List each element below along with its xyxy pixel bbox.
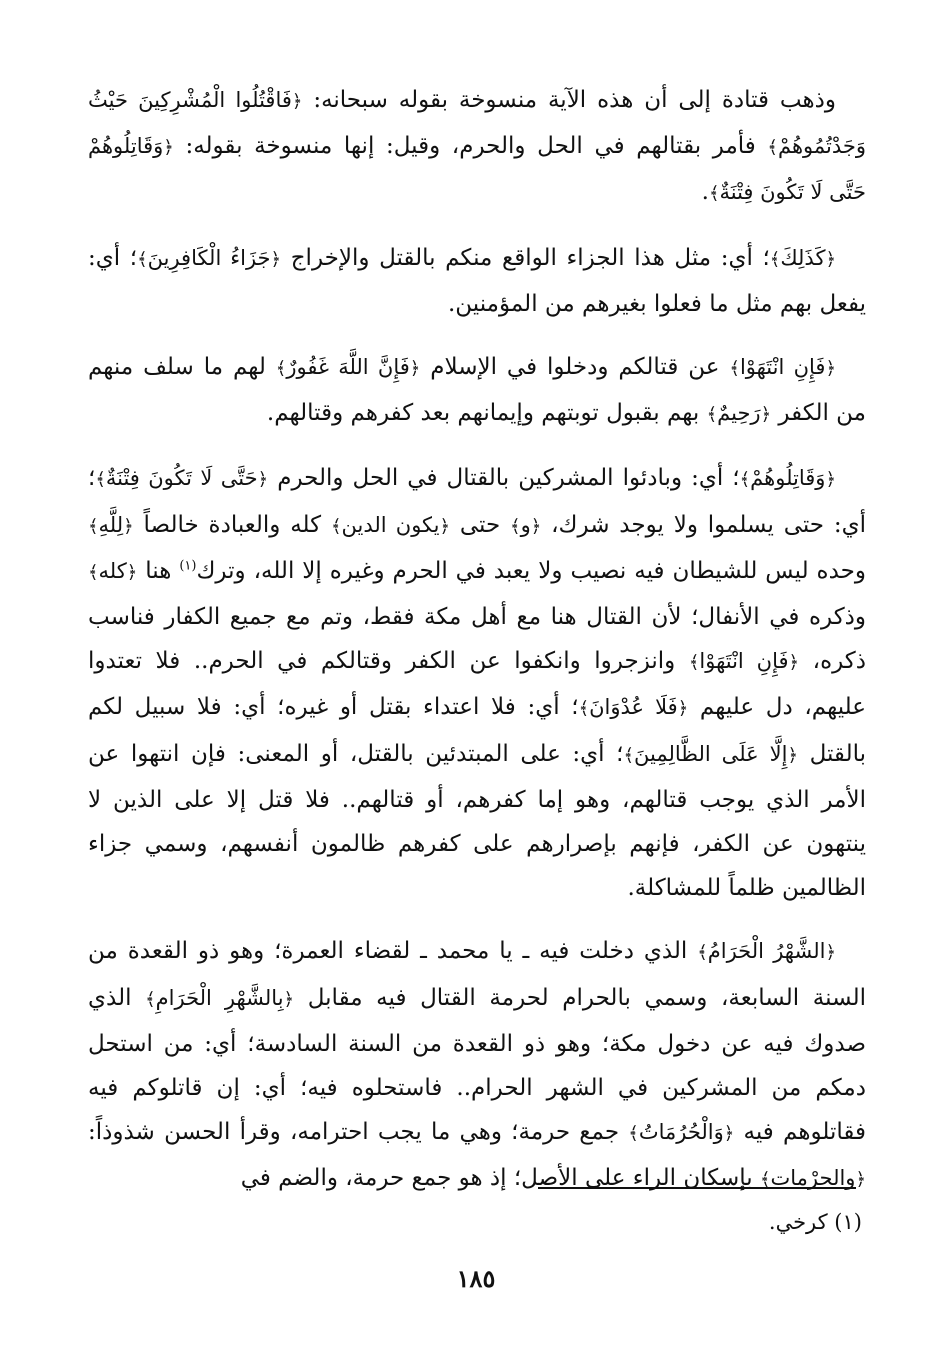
- ornate-bracket-open: ﴿: [291, 91, 303, 112]
- paragraph: [88, 78, 866, 217]
- ornate-bracket-close: ﴾: [88, 561, 99, 583]
- ornate-bracket-open: ﴿: [825, 358, 837, 380]
- body-text: وذكره في الأنفال؛ لأن القتال هنا مع أهل مكة فقط، وتم مع جميع الكفار فناسب ذكره،: [88, 604, 866, 675]
- paragraph: [88, 345, 866, 437]
- paragraph: [88, 236, 866, 326]
- body-text: بإسكان الراء على الأصل؛ إذ هو جمع حرمة، والضم في: [240, 1165, 760, 1192]
- paragraph: [88, 456, 866, 910]
- quran-text: فَاقْتُلُوا الْمُشْرِكِينَ حَيْثُ وَجَدْتُمُوهُمْ: [88, 88, 866, 159]
- page-number: ١٨٥: [456, 1264, 496, 1293]
- quran-quote: [137, 245, 281, 271]
- ornate-bracket-open: ﴿: [788, 652, 800, 674]
- body-text: وذهب قتادة إلى أن هذه الآية منسوخة بقوله سبحانه:: [302, 87, 836, 113]
- ornate-bracket-open: ﴿: [409, 358, 421, 380]
- body-text: فأمر بقتالهم في الحل والحرم، وقيل: إنها منسوخة بقوله:: [173, 133, 768, 160]
- ornate-bracket-close: ﴾: [330, 515, 342, 537]
- quran-quote: [145, 985, 294, 1011]
- ornate-bracket-close: ﴾: [769, 248, 781, 270]
- ornate-bracket-close: ﴾: [137, 248, 148, 270]
- quran-quote: [276, 354, 421, 380]
- ornate-bracket-close: ﴾: [510, 515, 521, 537]
- quran-text: كله: [98, 558, 127, 583]
- body-text: لهم ما سلف منهم من الكفر: [88, 354, 866, 427]
- body-text: ؛ أي: فلا اعتداء بقتل أو غيره؛ أي: فلا سبيل لكم بالقتل: [88, 694, 866, 767]
- quran-text: و: [520, 512, 531, 537]
- page-body: [88, 78, 866, 1203]
- quran-text: فَإِنِ انْتَهَوْا: [699, 649, 789, 674]
- body-text: ؛ أي: على المبتدئين بالقتل، أو المعنى: فإن انتهوا عن الأمر الذي يوجب قتالهم، وهو إما كفرهم، أو قتالهم.. فلا قتل إلا على الذين لا ينتهون عن الكفر، فإنهم بإصرارهم على كفرهم ظالمون أنفسهم، وسمي جزاء الظالمين ظلماً للمشاكلة.: [88, 740, 866, 902]
- quran-text: وَقَاتِلُوهُمْ: [750, 466, 826, 491]
- quran-text: بِالشَّهْرِ الْحَرَامِ: [155, 985, 284, 1010]
- quran-text: لِلَّهِ: [98, 512, 124, 537]
- body-text: بهم بقبول توبتهم وإيمانهم بعد كفرهم وقتالهم.: [266, 400, 707, 427]
- body-text: وحده ليس للشيطان فيه نصيب ولا يعبد في الحرم وغيره إلا الله، وترك: [196, 557, 866, 584]
- quran-quote: [88, 558, 137, 584]
- quran-quote: [697, 938, 836, 964]
- ornate-bracket-open: ﴿: [163, 137, 174, 159]
- quran-text: فَلَا عُدْوَانَ: [589, 695, 678, 720]
- paragraph: [88, 929, 866, 1202]
- ornate-bracket-close: ﴾: [88, 515, 99, 537]
- ornate-bracket-open: ﴿: [270, 248, 282, 270]
- ornate-bracket-open: ﴿: [787, 744, 798, 766]
- quran-quote: [689, 648, 799, 674]
- ornate-bracket-close: ﴾: [275, 358, 287, 380]
- quran-quote: [510, 512, 541, 538]
- ornate-bracket-open: ﴿: [825, 469, 836, 491]
- ornate-bracket-open: ﴿: [855, 1169, 866, 1191]
- ornate-bracket-open: ﴿: [760, 404, 772, 426]
- ornate-bracket-close: ﴾: [688, 652, 700, 674]
- body-text: ؛ أي: حتى يسلموا ولا يوجد شرك،: [88, 465, 866, 538]
- ornate-bracket-open: ﴿: [126, 561, 138, 583]
- body-text: كله والعبادة خالصاً: [133, 511, 331, 538]
- ornate-bracket-close: ﴾: [623, 744, 635, 766]
- quran-text: فَإِنِ انْتَهَوْا: [739, 355, 826, 380]
- quran-quote: [707, 400, 772, 426]
- quran-text: الشَّهْرُ الْحَرَامُ: [707, 939, 826, 964]
- body-text: ؛ أي: مثل هذا الجزاء الواقع منكم بالقتل والإخراج: [281, 244, 770, 271]
- ornate-bracket-close: ﴾: [145, 988, 156, 1010]
- ornate-bracket-close: ﴾: [759, 1169, 771, 1191]
- body-text: جمع حرمة؛ وهي ما يجب احترامه، وقرأ الحسن شذوذاً:: [88, 1119, 629, 1146]
- ornate-bracket-open: ﴿: [439, 515, 451, 537]
- quran-quote: [770, 245, 836, 271]
- ornate-bracket-open: ﴿: [825, 248, 836, 270]
- ornate-bracket-close: ﴾: [578, 698, 590, 720]
- ornate-bracket-open: ﴿: [257, 469, 269, 491]
- body-text: وانزجروا وانكفوا عن الكفر وقتالكم في الحرم.. فلا تعتدوا عليهم، دل عليهم: [88, 648, 866, 721]
- body-text: حتى: [450, 511, 511, 538]
- body-text: الذي صدوك فيه عن دخول مكة؛ وهو ذو القعدة من السنة السادسة؛ أي: من استحل دمكم من المشركين في الشهر الحرام.. فاستحلوه فيه؛ أي: إن قاتلوكم فيه فقاتلوهم فيه: [88, 984, 866, 1146]
- quran-text: وَالْحُرُمَاتُ: [638, 1120, 724, 1145]
- ornate-bracket-close: ﴾: [708, 183, 720, 205]
- quran-text: وَقَاتِلُوهُمْ حَتَّى لَا تَكُونَ فِتْنَةٌ: [88, 134, 866, 205]
- body-text: الذي دخلت فيه ـ يا محمد ـ لقضاء العمرة؛ وهو ذو القعدة من السنة السابعة، وسمي بالحرام لحرمة القتال فيه مقابل: [88, 938, 866, 1011]
- quran-text: كَذَلِكَ: [780, 245, 826, 270]
- body-text: ؛ أي: وبادئوا المشركين بالقتال في الحل والحرم: [268, 465, 740, 492]
- quran-quote: [331, 512, 450, 538]
- footnote: (١) كرخي.: [768, 1210, 862, 1234]
- quran-text: رَحِيمٌ: [717, 401, 761, 426]
- ornate-bracket-open: ﴿: [825, 942, 836, 964]
- quran-quote: [740, 465, 836, 491]
- ornate-bracket-close: ﴾: [767, 137, 778, 159]
- quran-text: فَإِنَّ اللَّهَ غَفُورٌ: [286, 355, 410, 380]
- quran-text: يكون الدين: [341, 512, 440, 537]
- ornate-bracket-close: ﴾: [697, 942, 708, 964]
- footnote-divider: [538, 1187, 856, 1189]
- ornate-bracket-open: ﴿: [677, 698, 689, 720]
- ornate-bracket-open: ﴿: [530, 515, 542, 537]
- footnote-reference[interactable]: (١): [179, 558, 197, 574]
- ornate-bracket-close: ﴾: [729, 358, 740, 380]
- quran-text: والحرْمات: [770, 1166, 856, 1191]
- body-text: ؛ أي: يفعل بهم مثل ما فعلوا بغيرهم من المؤمنين.: [88, 244, 866, 317]
- ornate-bracket-close: ﴾: [95, 469, 106, 491]
- body-text: هنا: [137, 557, 180, 584]
- ornate-bracket-close: ﴾: [739, 469, 751, 491]
- body-text: .: [701, 179, 709, 206]
- body-text: عن قتالكم ودخلوا في الإسلام: [420, 354, 730, 381]
- quran-text: إِلَّا عَلَى الظَّالِمِينَ: [634, 741, 788, 766]
- ornate-bracket-close: ﴾: [628, 1123, 639, 1145]
- quran-text: حَتَّى لَا تَكُونَ فِتْنَةٌ: [105, 466, 258, 491]
- quran-quote: [628, 1119, 734, 1145]
- quran-quote: [623, 741, 798, 767]
- ornate-bracket-open: ﴿: [723, 1123, 735, 1145]
- quran-quote: [95, 465, 268, 491]
- ornate-bracket-open: ﴿: [283, 988, 295, 1010]
- quran-text: جَزَاءُ الْكَافِرِينَ: [147, 245, 271, 270]
- quran-quote: [579, 694, 689, 720]
- quran-quote: [88, 512, 134, 538]
- ornate-bracket-open: ﴿: [123, 515, 134, 537]
- quran-quote: [729, 354, 836, 380]
- ornate-bracket-close: ﴾: [706, 404, 718, 426]
